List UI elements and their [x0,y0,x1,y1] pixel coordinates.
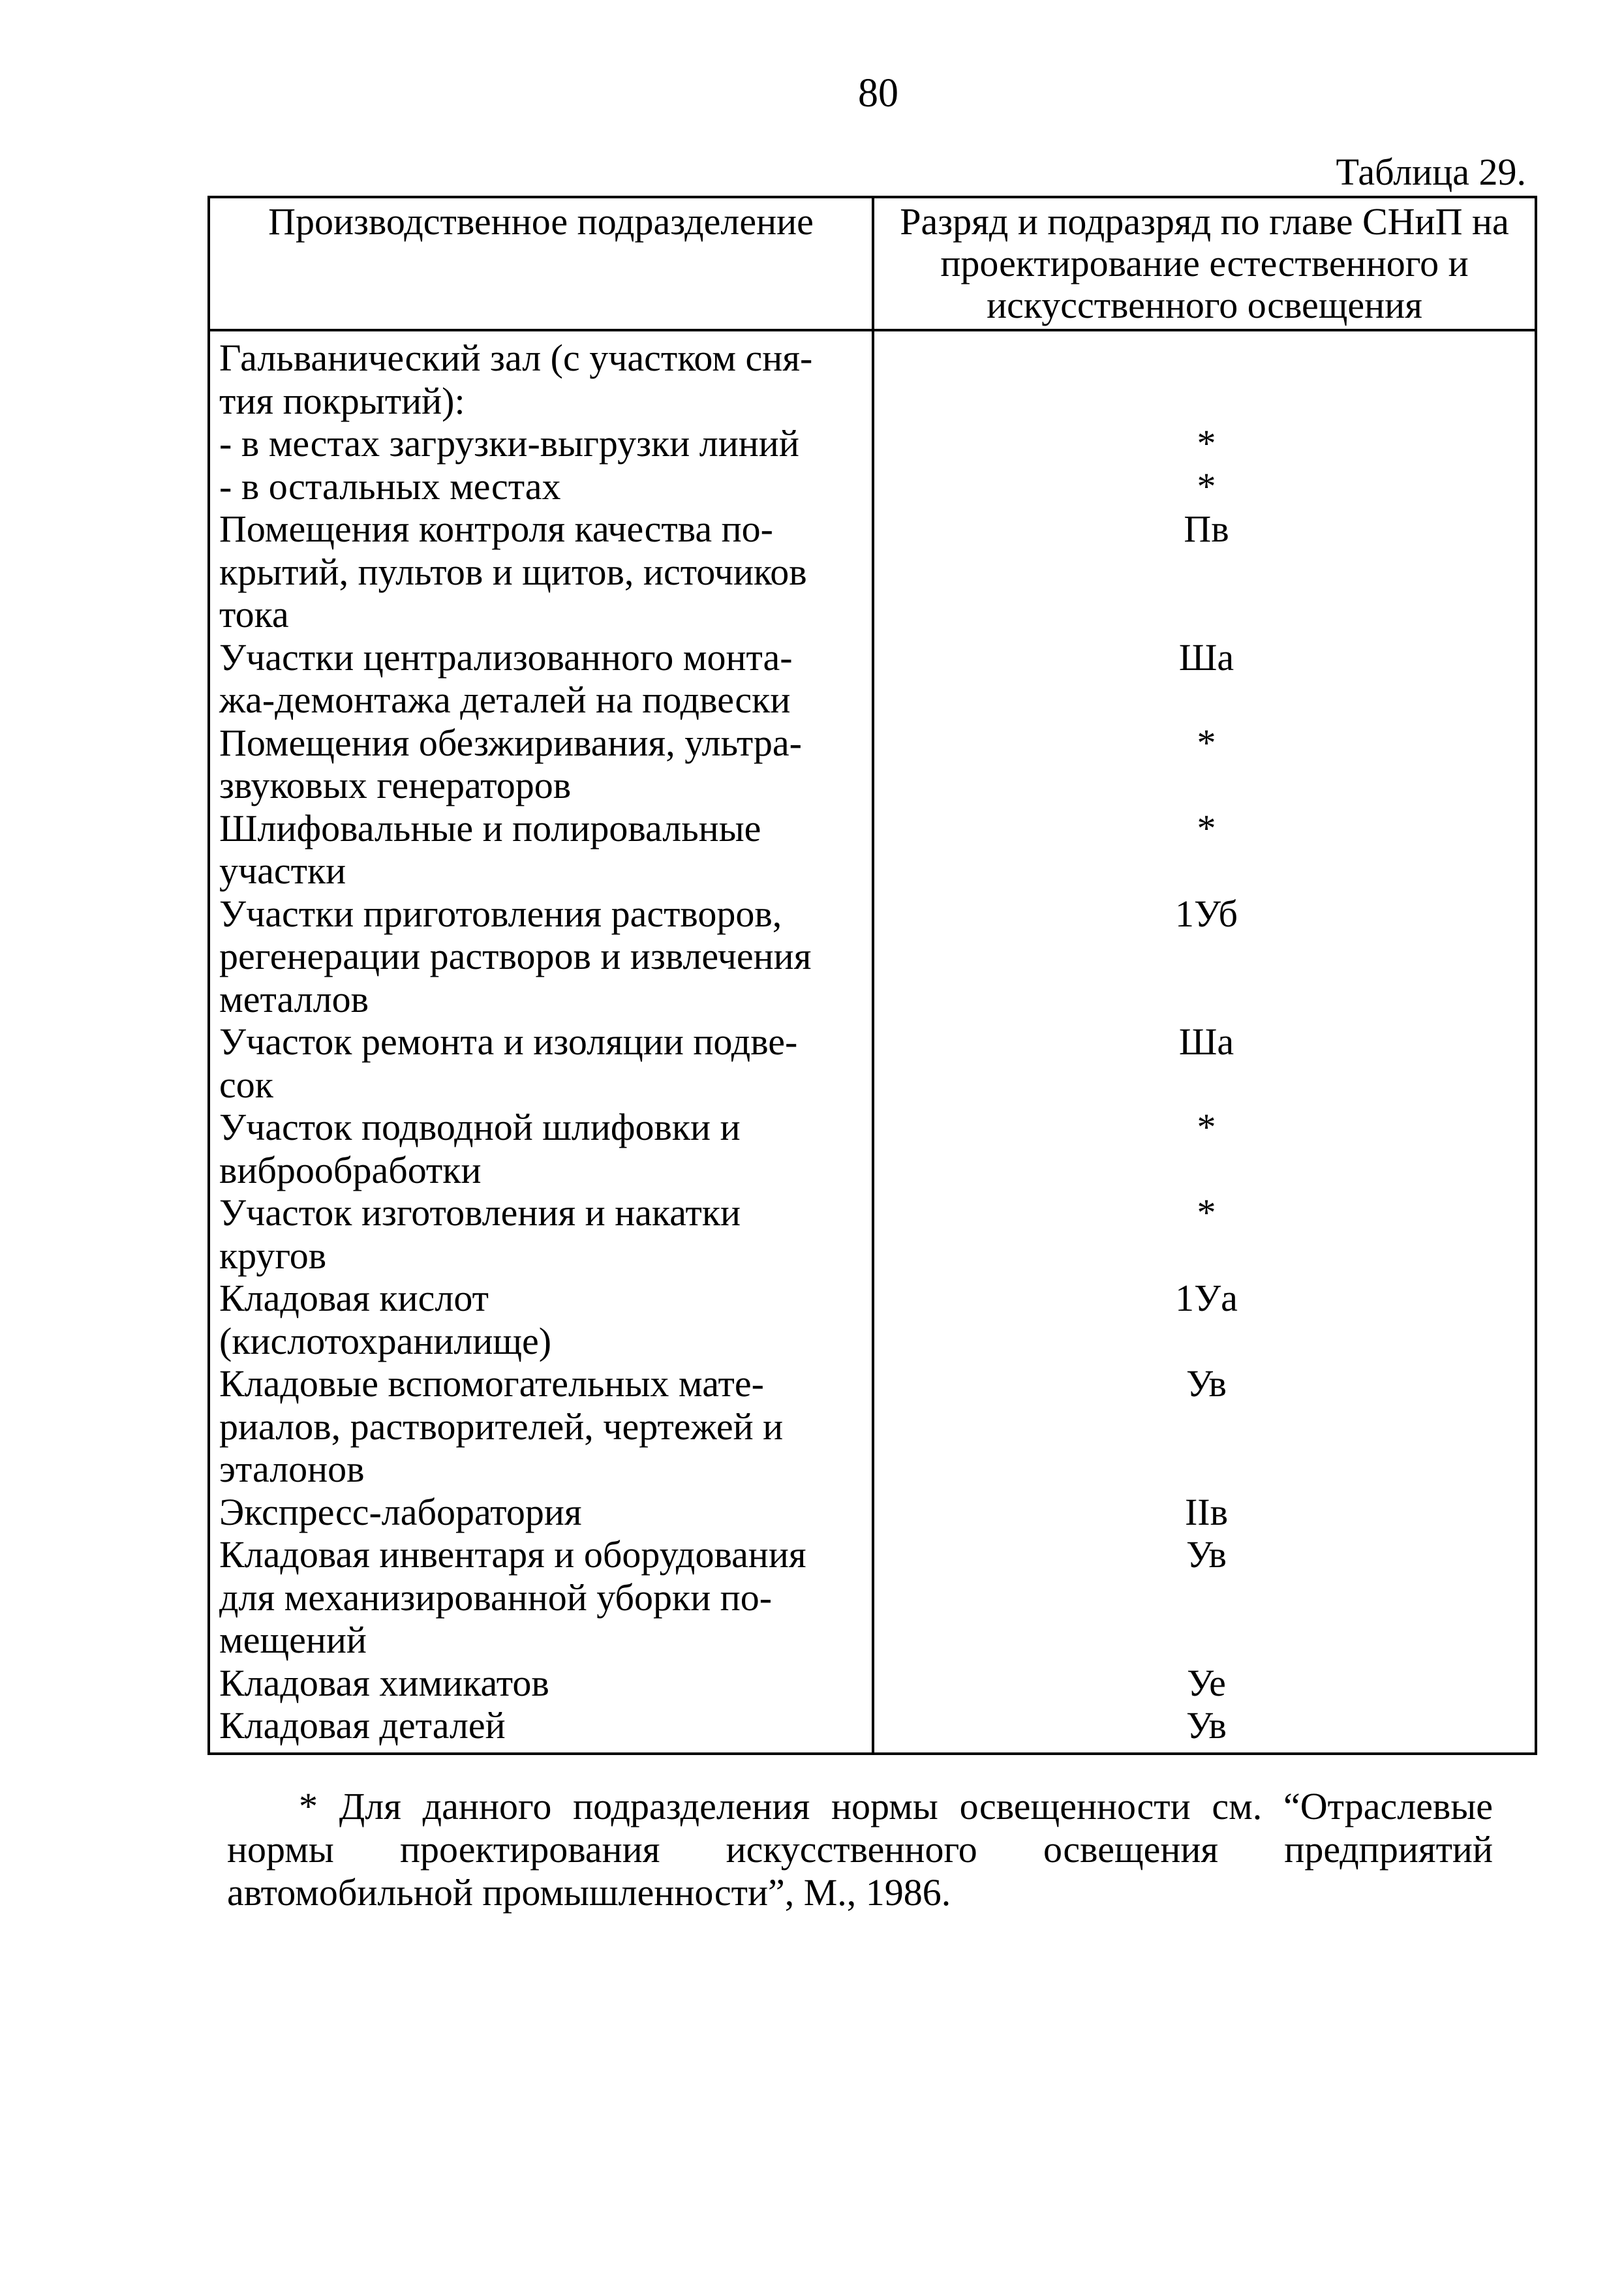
lighting-category-cell [873,636,1536,722]
department-line: Участки приготовления растворов, [219,892,782,935]
lighting-category-value: Ув [1186,1362,1227,1405]
department-cell [209,1704,873,1754]
department-line: эталонов [219,1448,365,1490]
department-cell [209,893,873,1021]
lighting-category-cell [873,1704,1536,1754]
lighting-category-value: IIв [1184,1490,1228,1533]
department-cell [209,1662,873,1705]
lighting-category-value: 1Уа [1175,1277,1238,1319]
department-cell [209,1533,873,1662]
department-line: - в местах загрузки-выгрузки линий [219,422,799,465]
department-line: Участок подводной шлифовки и [219,1106,741,1148]
lighting-category-value: 1Уб [1175,892,1238,935]
table-row [209,1106,1536,1191]
table-row [209,722,1536,807]
table-row [209,1704,1536,1754]
lighting-category-cell [873,893,1536,1021]
table-caption: Таблица 29. [1336,151,1526,193]
department-line: металлов [219,977,369,1020]
table-row [209,1277,1536,1362]
lighting-category-cell [873,1533,1536,1662]
department-line: сок [219,1063,273,1106]
lighting-category-value: Ув [1186,1704,1227,1747]
department-cell [209,1362,873,1491]
department-line: звуковых генераторов [219,764,572,806]
column-header-lighting-category: Разряд и подразряд по главе СНиП на проектирование естественного и искусственного освещения [873,197,1536,330]
footnote: * Для данного подразделения нормы освещенности см. “Отраслевые нормы проектирования искусственного освещения предприятий автомобильной промышленности”, М., 1986. [227,1785,1493,1914]
lighting-category-value: * [1197,465,1216,508]
department-cell [209,1020,873,1106]
lighting-category-value: Ув [1186,1533,1227,1576]
lighting-category-value [883,337,1529,380]
lighting-requirements-table [207,196,1537,1755]
department-cell [209,1277,873,1362]
department-line: виброобработки [219,1148,482,1191]
column-header-department: Производственное подразделение [209,197,873,330]
department-line: Помещения обезжиривания, ультра- [219,721,802,764]
department-line: кругов [219,1234,327,1277]
lighting-category-cell [873,1662,1536,1705]
table-row [209,330,1536,508]
lighting-category-cell [873,508,1536,636]
lighting-category-cell [873,1362,1536,1491]
table-row [209,1491,1536,1534]
table-row [209,636,1536,722]
department-line: Участок ремонта и изоляции подве- [219,1020,798,1063]
department-line: Кладовая деталей [219,1704,506,1747]
table-row [209,893,1536,1021]
lighting-category-cell [873,330,1536,508]
table-row [209,508,1536,636]
department-line: Шлифовальные и полировальные [219,806,761,849]
department-line: тия покрытий): [219,379,465,422]
lighting-category-value: Уе [1187,1661,1226,1704]
department-line: для механизированной уборки по- [219,1576,773,1619]
department-cell [209,807,873,893]
lighting-category-value: * [1197,721,1216,764]
lighting-category-cell [873,1277,1536,1362]
lighting-category-cell [873,1106,1536,1191]
lighting-category-value [883,380,1529,423]
department-line: Участок изготовления и накатки [219,1191,741,1234]
department-cell [209,330,873,508]
department-cell [209,1191,873,1277]
department-line: Кладовая инвентаря и оборудования [219,1533,806,1576]
lighting-category-value: * [1197,1191,1216,1234]
table-row [209,1362,1536,1491]
department-line: жа-демонтажа деталей на подвески [219,679,791,721]
department-cell [209,508,873,636]
department-line: Экспресс-лаборатория [219,1490,582,1533]
department-cell [209,1106,873,1191]
department-line: регенерации растворов и извлечения [219,935,812,977]
lighting-category-value: Ша [1178,1020,1234,1063]
lighting-category-cell [873,807,1536,893]
table-header-row [209,197,1536,330]
table-row [209,807,1536,893]
department-line: Участки централизованного монта- [219,635,793,679]
lighting-category-cell [873,722,1536,807]
department-line: тока [219,593,289,635]
lighting-category-cell [873,1020,1536,1106]
department-line: Кладовая химикатов [219,1661,549,1704]
lighting-category-value: Ша [1178,635,1234,679]
table-body [209,330,1536,1754]
table-row [209,1020,1536,1106]
department-line: - в остальных местах [219,465,561,508]
department-cell [209,636,873,722]
department-line: Кладовая кислот [219,1277,489,1319]
department-line: крытий, пультов и щитов, источиков [219,550,807,593]
lighting-category-value: Пв [1184,508,1229,550]
lighting-category-value: * [1197,806,1216,849]
table-row [209,1662,1536,1705]
lighting-category-cell [873,1191,1536,1277]
lighting-category-value: * [1197,1106,1216,1148]
department-line: Помещения контроля качества по- [219,508,773,550]
lighting-category-value: * [1197,422,1216,465]
department-cell [209,1491,873,1534]
lighting-category-cell [873,1491,1536,1534]
department-line: мещений [219,1619,367,1661]
department-line: риалов, растворителей, чертежей и [219,1405,784,1448]
table-row [209,1533,1536,1662]
department-cell [209,722,873,807]
department-line: Кладовые вспомогательных мате- [219,1362,764,1405]
department-line: участки [219,849,346,892]
table-row [209,1191,1536,1277]
page-number: 80 [858,71,898,115]
department-line: Гальванический зал (с участком сня- [219,337,813,379]
department-line: (кислотохранилище) [219,1319,552,1362]
